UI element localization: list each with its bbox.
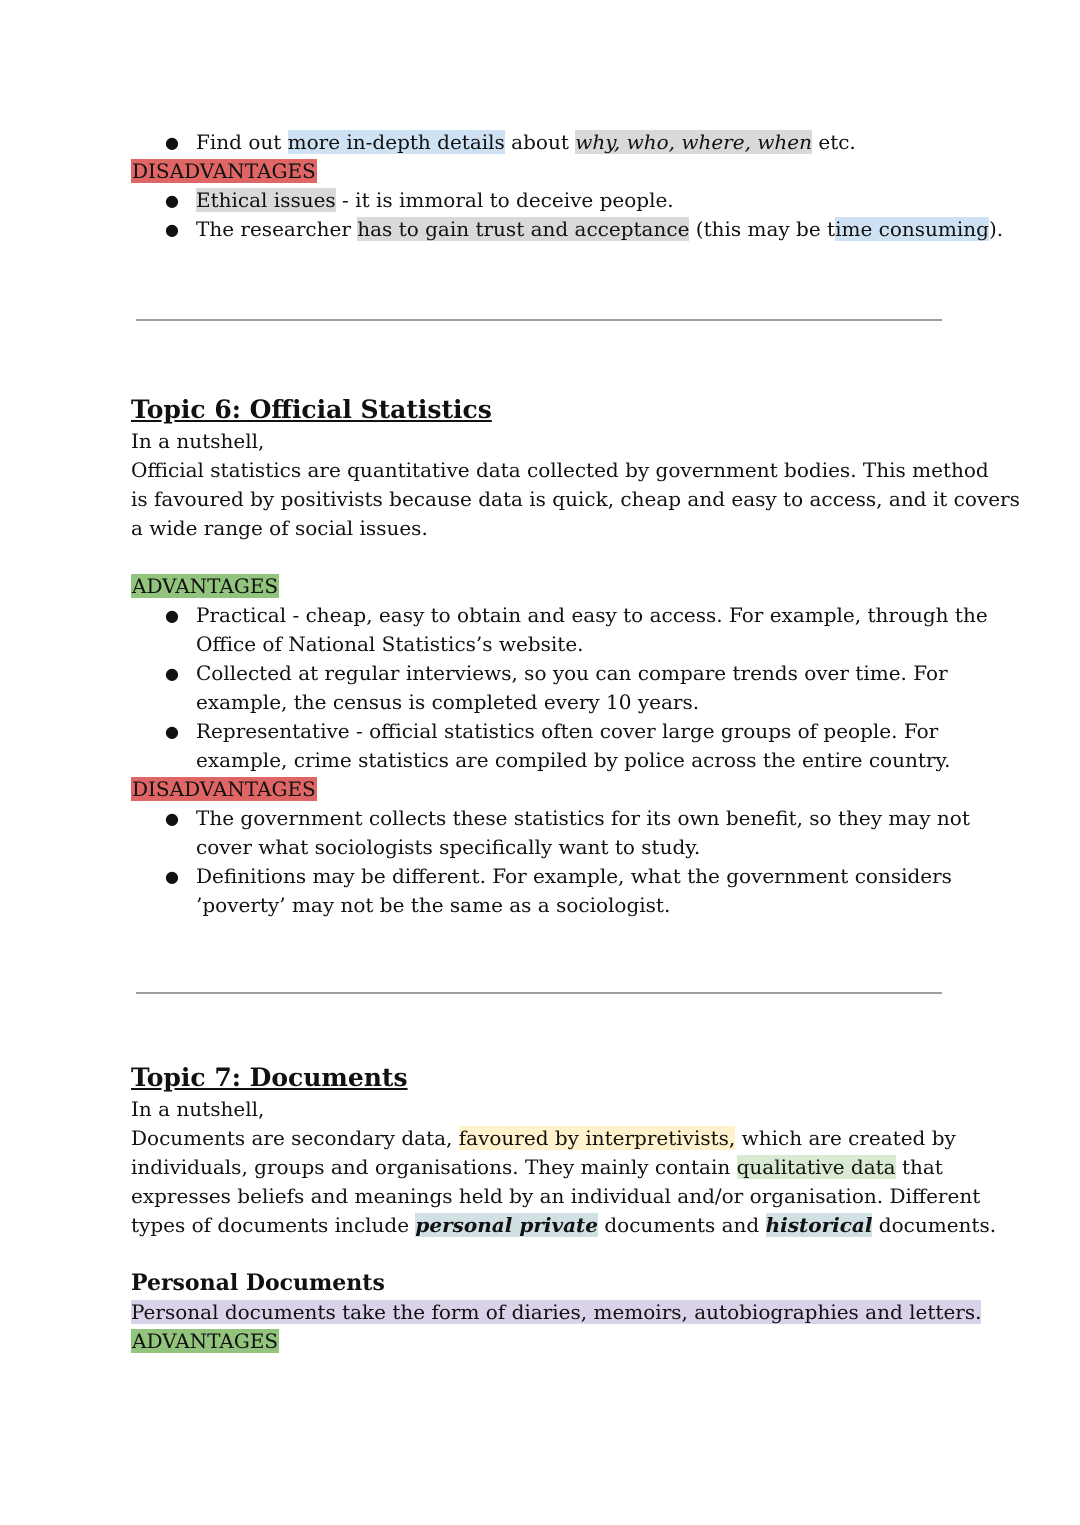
paragraph-line: Documents are secondary data, favoured by interpretivists, which are created by xyxy=(131,1126,956,1150)
topic-6-section xyxy=(131,393,1020,920)
paragraph-line: Official statistics are quantitative data collected by government bodies. This method xyxy=(131,458,989,482)
highlight: Personal documents take the form of diaries, memoirs, autobiographies and letters. xyxy=(131,1300,982,1324)
highlight: historical xyxy=(765,1213,873,1237)
list-item: ● Collected at regular interviews, so you can compare trends over time. For example, the census is completed every 10 years. xyxy=(165,661,948,714)
bullet-icon: ● xyxy=(165,867,179,886)
highlight: why, who, where, when xyxy=(575,130,812,154)
bullet-icon: ● xyxy=(165,606,179,625)
highlight: qualitative data xyxy=(736,1155,896,1179)
paragraph-line: individuals, groups and organisations. They mainly contain qualitative data that xyxy=(131,1155,943,1179)
prior-topic-continuation xyxy=(131,128,1004,244)
divider xyxy=(136,319,942,321)
bullet-icon: ● xyxy=(165,664,179,683)
bullet-icon: ● xyxy=(165,133,179,152)
intro-text: In a nutshell, xyxy=(131,429,265,453)
bullet-icon: ● xyxy=(165,220,179,239)
topic-7-section xyxy=(131,1061,997,1356)
list-item: ● Find out more in-depth details about why, who, where, when etc. xyxy=(131,128,961,157)
bullet-icon: ● xyxy=(165,722,179,741)
highlight: more in-depth details xyxy=(287,130,505,154)
list-item: ● Practical - cheap, easy to obtain and easy to access. For example, through the Office of National Statistics’s website. xyxy=(165,603,988,656)
divider xyxy=(136,992,942,994)
list-item: ● Definitions may be different. For example, what the government considers ’poverty’ may not be the same as a sociologist. xyxy=(165,864,952,917)
disadvantages-label: DISADVANTAGES xyxy=(132,159,316,183)
intro-text: In a nutshell, xyxy=(131,1097,265,1121)
paragraph-line: a wide range of social issues. xyxy=(131,516,428,540)
bullet-icon: ● xyxy=(165,191,179,210)
paragraph-line: is favoured by positivists because data is quick, cheap and easy to access, and it covers xyxy=(131,487,1020,511)
advantages-label: ADVANTAGES xyxy=(132,1329,279,1353)
advantages-label: ADVANTAGES xyxy=(132,574,279,598)
highlight: personal private xyxy=(415,1213,598,1237)
highlight: ime consuming xyxy=(835,217,989,241)
paragraph-line: types of documents include personal private documents and historical documents. xyxy=(131,1213,997,1237)
bullet-icon: ● xyxy=(165,809,179,828)
list-item: ● The government collects these statistics for its own benefit, so they may not cover what sociologists specifically want to study. xyxy=(165,806,970,859)
section-heading: Topic 7: Documents xyxy=(131,1063,408,1092)
subheading: Personal Documents xyxy=(131,1270,385,1296)
disadvantages-label: DISADVANTAGES xyxy=(132,777,316,801)
list-item: ● Representative - official statistics often cover large groups of people. For example, crime statistics are compiled by police across the entire country. xyxy=(165,719,951,772)
highlight: favoured by interpretivists, xyxy=(458,1126,736,1150)
section-heading: Topic 6: Official Statistics xyxy=(131,395,492,424)
highlight: Ethical issues xyxy=(196,188,336,212)
highlight: has to gain trust and acceptance xyxy=(357,217,690,241)
paragraph-line: expresses beliefs and meanings held by an individual and/or organisation. Different xyxy=(131,1184,981,1208)
list-item: ● Ethical issues - it is immoral to deceive people. xyxy=(131,186,961,215)
list-item: ● The researcher has to gain trust and acceptance (this may be time consuming). xyxy=(131,215,961,244)
